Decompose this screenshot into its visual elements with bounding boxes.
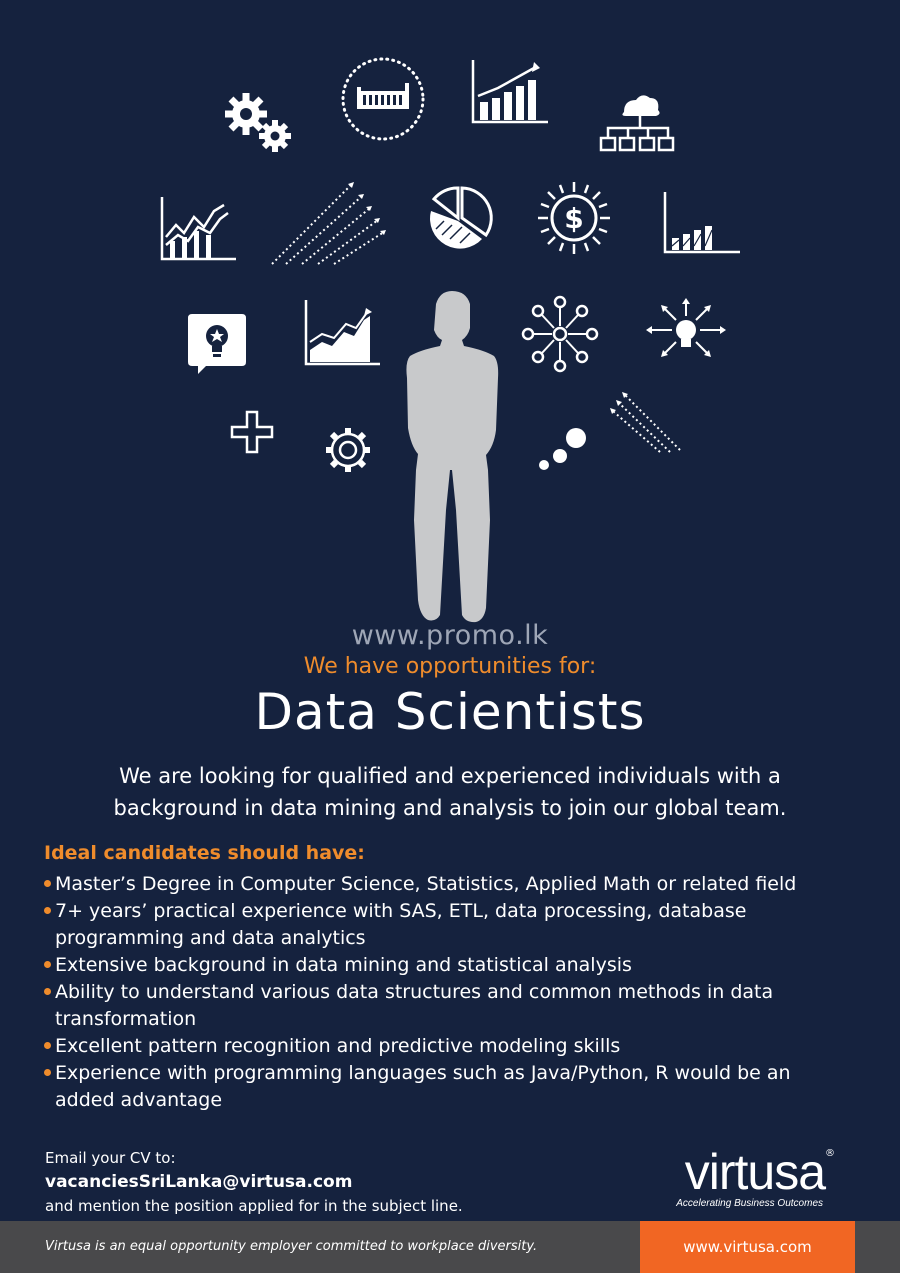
- requirement-item: Experience with programming languages such as Java/Python, R would be an added advantage: [44, 1060, 844, 1114]
- logo-tagline: Accelerating Business Outcomes: [676, 1198, 823, 1209]
- watermark: www.promo.lk: [351, 620, 549, 651]
- requirements-heading: Ideal candidates should have:: [44, 842, 365, 864]
- website-link[interactable]: www.virtusa.com: [640, 1221, 855, 1273]
- requirement-item: 7+ years’ practical experience with SAS, ETL, data processing, database programming and data analytics: [44, 898, 844, 952]
- requirement-item: Extensive background in data mining and statistical analysis: [44, 952, 844, 979]
- footer-bar: [0, 1221, 900, 1273]
- logo-wordmark: virtusa: [684, 1144, 825, 1200]
- contact-block: [45, 1146, 463, 1218]
- intro-text: We are looking for qualified and experienced individuals with a background in data mining and analysis to join our global team.: [113, 764, 787, 820]
- opportunities-kicker: We have opportunities for:: [303, 654, 597, 679]
- svg-text:$: $: [564, 202, 584, 235]
- requirements-list: [44, 871, 844, 1114]
- email-note: and mention the position applied for in the subject line.: [45, 1197, 463, 1215]
- registered-mark: ®: [825, 1148, 835, 1159]
- requirement-item: Master’s Degree in Computer Science, Statistics, Applied Math or related field: [44, 871, 844, 898]
- email-link[interactable]: vacanciesSriLanka@virtusa.com: [45, 1172, 353, 1192]
- email-label: Email your CV to:: [45, 1149, 176, 1167]
- eeo-statement: Virtusa is an equal opportunity employer committed to workplace diversity.: [45, 1239, 538, 1254]
- requirement-item: Ability to understand various data structures and common methods in data transformation: [44, 979, 844, 1033]
- page-title: Data Scientists: [254, 683, 646, 741]
- virtusa-logo: [660, 1144, 835, 1209]
- requirement-item: Excellent pattern recognition and predictive modeling skills: [44, 1033, 844, 1060]
